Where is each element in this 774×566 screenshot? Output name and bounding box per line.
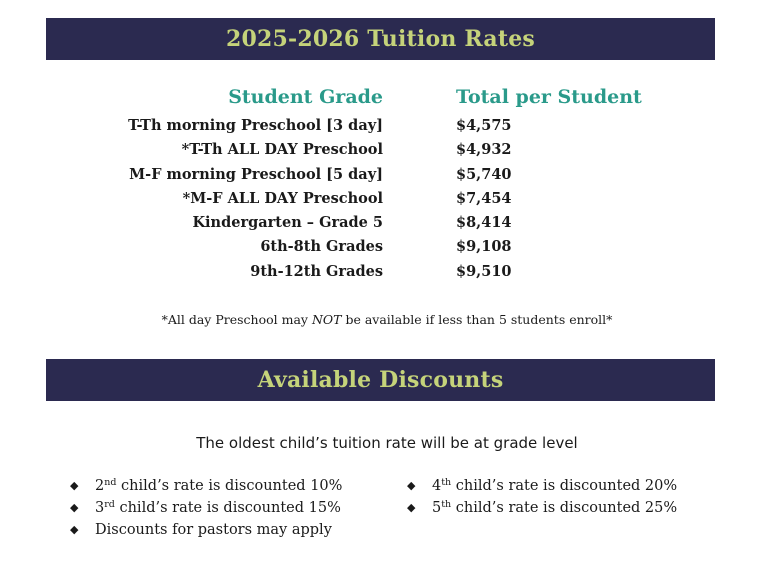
grade-label: 6th-8th Grades [260, 238, 383, 256]
grade-label: 9th-12th Grades [250, 262, 383, 280]
rate-row [0, 117, 774, 141]
tuition-rates-title: 2025-2026 Tuition Rates [226, 26, 535, 52]
grade-price: $7,454 [456, 189, 512, 207]
discount-item [70, 519, 342, 541]
rate-row [0, 166, 774, 190]
rate-row [0, 214, 774, 238]
grade-price: $8,414 [456, 214, 512, 232]
grade-price: $4,575 [456, 117, 512, 134]
discount-item [407, 497, 677, 519]
footnote-text-after: be available if less than 5 students enroll* [341, 312, 613, 327]
rate-row [0, 190, 774, 214]
grade-price: $9,510 [456, 262, 512, 280]
discount-list-left [70, 475, 342, 541]
grade-label: M-F morning Preschool [5 day] [129, 165, 383, 183]
rate-row [0, 263, 774, 287]
grade-price: $9,108 [456, 238, 512, 256]
discount-ordinal: 4 [432, 478, 442, 494]
discount-ordinal-suffix: th [441, 499, 452, 510]
discount-text: child’s rate is discounted 15% [114, 500, 341, 516]
diamond-bullet-icon: ◆ [407, 479, 416, 492]
tuition-rates-banner [46, 18, 715, 60]
discount-list-right [407, 475, 677, 519]
grade-label: Kindergarten – Grade 5 [192, 214, 383, 232]
diamond-bullet-icon: ◆ [407, 501, 416, 514]
discount-ordinal: 2 [95, 478, 105, 494]
discount-text: child’s rate is discounted 20% [451, 478, 678, 494]
discount-text: Discounts for pastors may apply [95, 522, 332, 538]
discount-ordinal: 3 [95, 500, 105, 516]
grade-price: $5,740 [456, 165, 512, 183]
discount-item [70, 497, 342, 519]
rate-row [0, 238, 774, 262]
tuition-rate-table [0, 117, 774, 287]
grade-label: *M-F ALL DAY Preschool [182, 189, 383, 207]
discount-item [407, 475, 677, 497]
discount-text: child’s rate is discounted 25% [451, 500, 678, 516]
discount-ordinal-suffix: th [441, 477, 452, 488]
oldest-child-note: The oldest child’s tuition rate will be at grade level [196, 434, 578, 452]
footnote-text-before: *All day Preschool may [161, 312, 312, 327]
grade-label: *T-Th ALL DAY Preschool [181, 141, 383, 159]
discount-ordinal: 5 [432, 500, 442, 516]
preschool-footnote [0, 312, 774, 327]
available-discounts-banner [46, 359, 715, 401]
grade-label: T-Th morning Preschool [3 day] [128, 117, 383, 134]
rate-row [0, 141, 774, 165]
discount-ordinal-suffix: rd [104, 499, 115, 510]
diamond-bullet-icon: ◆ [70, 479, 79, 492]
footnote-emphasis: NOT [311, 312, 342, 327]
discount-text: child’s rate is discounted 10% [116, 478, 343, 494]
discount-item [70, 475, 342, 497]
grade-price: $4,932 [456, 141, 512, 159]
student-grade-header: Student Grade [228, 86, 383, 108]
available-discounts-title: Available Discounts [257, 367, 504, 393]
discount-ordinal-suffix: nd [104, 477, 117, 488]
total-per-student-header: Total per Student [456, 86, 642, 108]
diamond-bullet-icon: ◆ [70, 501, 79, 514]
diamond-bullet-icon: ◆ [70, 523, 79, 536]
